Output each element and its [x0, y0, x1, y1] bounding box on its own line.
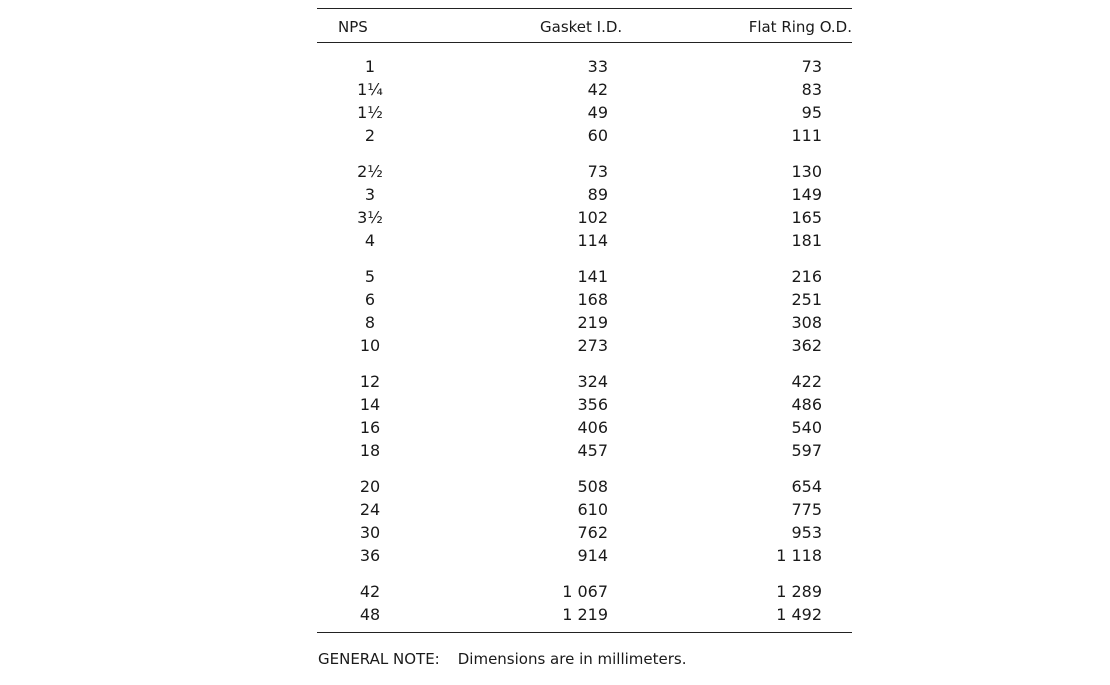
cell-flat-ring-od: 540 — [791, 418, 822, 437]
table-row — [317, 440, 852, 462]
table-row — [317, 394, 852, 416]
cell-nps: 36 — [359, 546, 381, 565]
header-flat-ring-od: Flat Ring O.D. — [748, 18, 852, 36]
general-note-text: Dimensions are in millimeters. — [457, 650, 687, 668]
cell-gasket-id: 60 — [587, 126, 608, 145]
header-gasket-id: Gasket I.D. — [540, 18, 623, 36]
cell-nps: 12 — [359, 372, 381, 391]
cell-flat-ring-od: 953 — [791, 523, 822, 542]
cell-gasket-id: 273 — [577, 336, 608, 355]
table-row — [317, 102, 852, 124]
cell-nps: 3½ — [357, 208, 383, 227]
cell-gasket-id: 168 — [577, 290, 608, 309]
cell-gasket-id: 508 — [577, 477, 608, 496]
cell-gasket-id: 610 — [577, 500, 608, 519]
cell-gasket-id: 762 — [577, 523, 608, 542]
cell-flat-ring-od: 95 — [801, 103, 822, 122]
cell-nps: 30 — [359, 523, 381, 542]
cell-flat-ring-od: 422 — [791, 372, 822, 391]
cell-nps: 2½ — [357, 162, 383, 181]
table-row — [317, 184, 852, 206]
cell-flat-ring-od: 111 — [791, 126, 822, 145]
cell-flat-ring-od: 130 — [791, 162, 822, 181]
cell-flat-ring-od: 775 — [791, 500, 822, 519]
cell-flat-ring-od: 73 — [801, 57, 822, 76]
cell-nps: 4 — [364, 231, 376, 250]
general-note-label: GENERAL NOTE: — [318, 650, 440, 668]
cell-gasket-id: 33 — [587, 57, 608, 76]
cell-flat-ring-od: 1 118 — [776, 546, 822, 565]
table-row — [317, 161, 852, 183]
table-row — [317, 125, 852, 147]
cell-nps: 5 — [364, 267, 376, 286]
cell-nps: 6 — [364, 290, 376, 309]
cell-flat-ring-od: 149 — [791, 185, 822, 204]
table-row — [317, 522, 852, 544]
cell-nps: 1½ — [357, 103, 383, 122]
cell-nps: 20 — [359, 477, 381, 496]
general-note — [318, 650, 687, 668]
table-row — [317, 230, 852, 252]
cell-nps: 14 — [359, 395, 381, 414]
cell-flat-ring-od: 308 — [791, 313, 822, 332]
table-row — [317, 312, 852, 334]
table-row — [317, 335, 852, 357]
cell-gasket-id: 457 — [577, 441, 608, 460]
cell-flat-ring-od: 251 — [791, 290, 822, 309]
table-row — [317, 604, 852, 626]
cell-flat-ring-od: 83 — [801, 80, 822, 99]
table-row — [317, 417, 852, 439]
table-row — [317, 289, 852, 311]
table-bottom-rule — [317, 632, 852, 633]
cell-flat-ring-od: 597 — [791, 441, 822, 460]
cell-flat-ring-od: 1 289 — [776, 582, 822, 601]
table-row — [317, 266, 852, 288]
table-row — [317, 371, 852, 393]
cell-gasket-id: 914 — [577, 546, 608, 565]
header-nps: NPS — [338, 18, 368, 36]
cell-gasket-id: 219 — [577, 313, 608, 332]
cell-gasket-id: 89 — [587, 185, 608, 204]
cell-gasket-id: 73 — [587, 162, 608, 181]
cell-gasket-id: 49 — [587, 103, 608, 122]
cell-nps: 24 — [359, 500, 381, 519]
table-row — [317, 207, 852, 229]
table-row — [317, 499, 852, 521]
cell-nps: 48 — [359, 605, 381, 624]
cell-nps: 16 — [359, 418, 381, 437]
cell-flat-ring-od: 181 — [791, 231, 822, 250]
cell-gasket-id: 102 — [577, 208, 608, 227]
cell-nps: 18 — [359, 441, 381, 460]
cell-flat-ring-od: 362 — [791, 336, 822, 355]
cell-gasket-id: 42 — [587, 80, 608, 99]
table-row — [317, 581, 852, 603]
table-header-row — [317, 9, 852, 42]
cell-gasket-id: 114 — [577, 231, 608, 250]
cell-flat-ring-od: 165 — [791, 208, 822, 227]
cell-nps: 8 — [364, 313, 376, 332]
table-row — [317, 476, 852, 498]
cell-flat-ring-od: 216 — [791, 267, 822, 286]
cell-gasket-id: 356 — [577, 395, 608, 414]
cell-nps: 3 — [364, 185, 376, 204]
cell-nps: 1 — [364, 57, 376, 76]
cell-nps: 1¼ — [357, 80, 383, 99]
table-body — [317, 43, 852, 632]
cell-nps: 42 — [359, 582, 381, 601]
cell-nps: 10 — [359, 336, 381, 355]
cell-gasket-id: 1 067 — [562, 582, 608, 601]
dimensions-table — [317, 8, 852, 633]
cell-gasket-id: 324 — [577, 372, 608, 391]
cell-gasket-id: 1 219 — [562, 605, 608, 624]
table-row — [317, 56, 852, 78]
cell-gasket-id: 141 — [577, 267, 608, 286]
table-row — [317, 79, 852, 101]
cell-nps: 2 — [364, 126, 376, 145]
cell-flat-ring-od: 654 — [791, 477, 822, 496]
cell-flat-ring-od: 1 492 — [776, 605, 822, 624]
cell-gasket-id: 406 — [577, 418, 608, 437]
table-row — [317, 545, 852, 567]
cell-flat-ring-od: 486 — [791, 395, 822, 414]
